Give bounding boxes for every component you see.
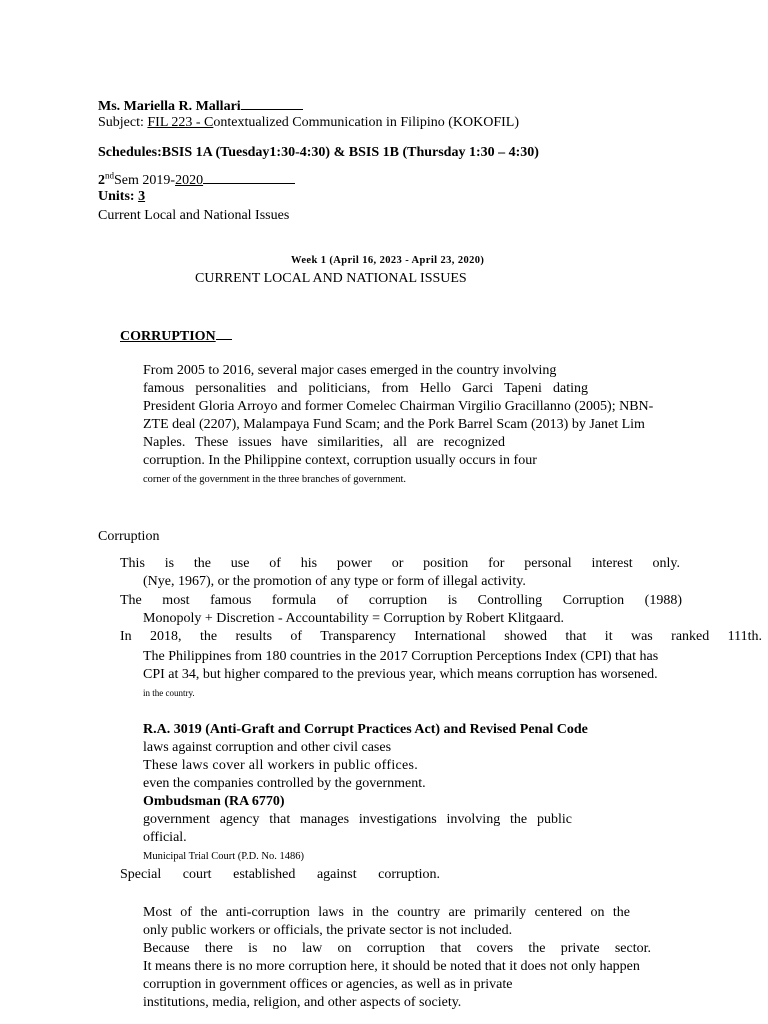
definition-line: In 2018, the results of Transparency International showed that it was ranked 111th. bbox=[120, 629, 762, 644]
semester-line: 2ndSem 2019-2020 bbox=[98, 170, 295, 189]
ombudsman-line: government agency that manages investigations involving the public bbox=[143, 812, 572, 827]
mtc-line: Municipal Trial Court (P.D. No. 1486) bbox=[143, 851, 305, 862]
page-title: CURRENT LOCAL AND NATIONAL ISSUES bbox=[195, 271, 467, 286]
definition-line: (Nye, 1967), or the promotion of any type or form of illegal activity. bbox=[143, 574, 526, 589]
para2-line: institutions, media, religion, and other aspects of society. bbox=[143, 995, 462, 1010]
definition-line: in the country. bbox=[143, 688, 195, 698]
schedules-line: Schedules:BSIS 1A (Tuesday1:30-4:30) & BSIS 1B (Thursday 1:30 – 4:30) bbox=[98, 145, 539, 160]
para2-line: corruption in government offices or agencies, as well as in private bbox=[143, 977, 513, 992]
definition-line: The Philippines from 180 countries in the 2017 Corruption Perceptions Index (CPI) that has bbox=[143, 649, 659, 664]
para2-line: Because there is no law on corruption that covers the private sector. bbox=[143, 941, 651, 956]
ra-line: even the companies controlled by the government. bbox=[143, 776, 426, 791]
week-label: Week 1 (April 16, 2023 - April 23, 2020) bbox=[291, 255, 485, 266]
subject-line: Subject: FIL 223 - Contextualized Communication in Filipino (KOKOFIL) bbox=[98, 115, 520, 130]
ra-heading: R.A. 3019 (Anti-Graft and Corrupt Practices Act) and Revised Penal Code bbox=[143, 722, 588, 737]
para1-line: ZTE deal (2207), Malampaya Fund Scam; and the Pork Barrel Scam (2013) by Janet Lim bbox=[143, 417, 645, 432]
ombudsman-line: official. bbox=[143, 830, 187, 845]
para2-line: It means there is no more corruption here, it should be noted that it does not only happen bbox=[143, 959, 640, 974]
para2-line: Most of the anti-corruption laws in the country are primarily centered on the bbox=[143, 905, 630, 920]
definition-line: The most famous formula of corruption is Controlling Corruption (1988) bbox=[120, 593, 682, 608]
teacher-name: Ms. Mariella R. Mallari bbox=[98, 96, 303, 115]
corruption-label: Corruption bbox=[98, 529, 160, 544]
ra-line: These laws cover all workers in public offices. bbox=[143, 758, 419, 773]
ra-line: laws against corruption and other civil cases bbox=[143, 740, 392, 755]
definition-line: Monopoly + Discretion - Accountability = Corruption by Robert Klitgaard. bbox=[143, 611, 564, 626]
ombudsman-heading: Ombudsman (RA 6770) bbox=[143, 794, 285, 809]
para1-line: President Gloria Arroyo and former Comelec Chairman Virgilio Gracillanno (2005); NBN- bbox=[143, 399, 654, 414]
para1-line: Naples. These issues have similarities, all are recognized bbox=[143, 435, 505, 450]
para2-line: only public workers or officials, the private sector is not included. bbox=[143, 923, 513, 938]
definition-line: CPI at 34, but higher compared to the previous year, which means corruption has worsened. bbox=[143, 667, 658, 682]
definition-line: This is the use of his power or position for personal interest only. bbox=[120, 556, 680, 571]
section-heading: CORRUPTION bbox=[120, 326, 232, 345]
para1-line: corruption. In the Philippine context, corruption usually occurs in four bbox=[143, 453, 537, 468]
topic-line: Current Local and National Issues bbox=[98, 208, 290, 223]
para1-line: corner of the government in the three branches of government. bbox=[143, 474, 406, 485]
units-line: Units: 3 bbox=[98, 189, 146, 204]
para1-line: famous personalities and politicians, from Hello Garci Tapeni dating bbox=[143, 381, 588, 396]
special-court-line: Special court established against corruption. bbox=[120, 867, 440, 882]
para1-line: From 2005 to 2016, several major cases emerged in the country involving bbox=[143, 363, 557, 378]
